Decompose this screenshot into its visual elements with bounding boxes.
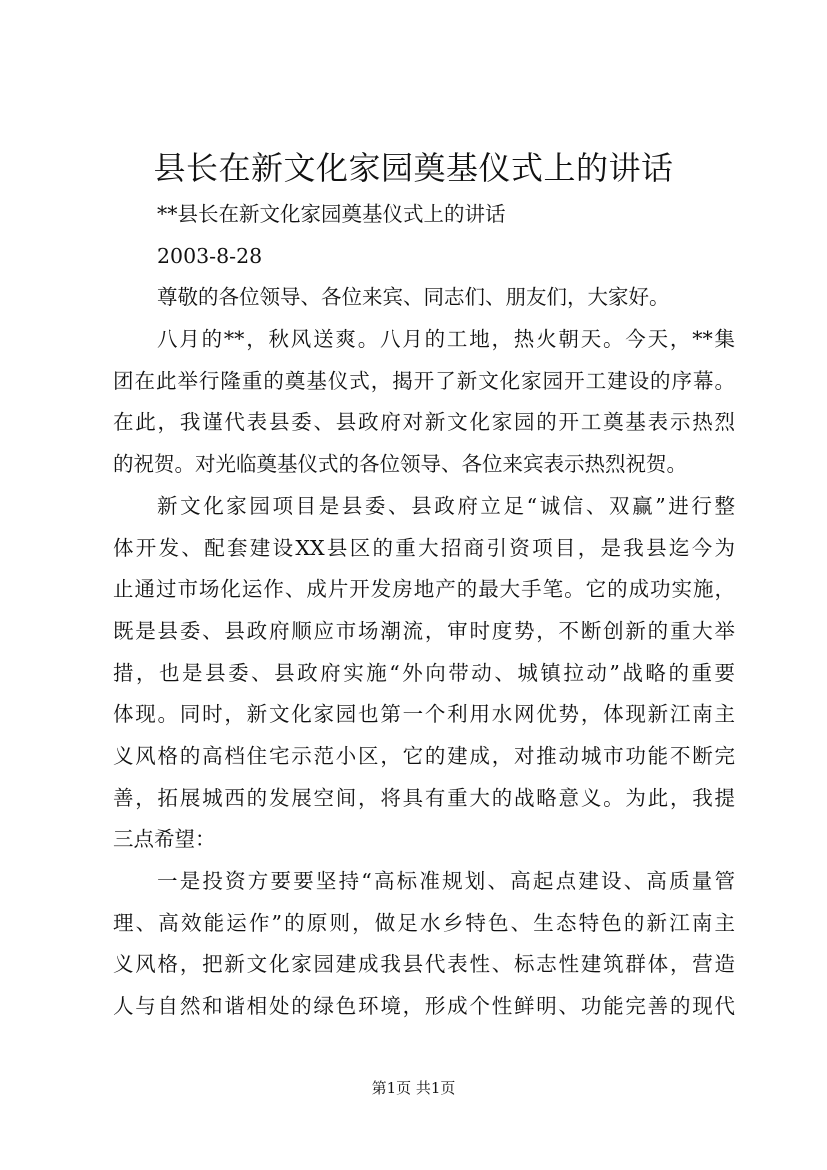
subtitle-line: **县长在新文化家园奠基仪式上的讲话 xyxy=(157,202,506,226)
page-number-footer: 第1页 共1页 xyxy=(371,1079,456,1097)
document-title: 县长在新文化家园奠基仪式上的讲话 xyxy=(153,149,674,187)
paragraph-line: 措，也是县委、县政府实施“外向带动、城镇拉动”战略的重要 xyxy=(113,660,735,685)
paragraph-line: 团在此举行隆重的奠基仪式，揭开了新文化家园开工建设的序幕。 xyxy=(113,368,735,393)
paragraph-line: 尊敬的各位领导、各位来宾、同志们、朋友们，大家好。 xyxy=(157,285,670,310)
paragraph-line: 人与自然和谐相处的绿色环境，形成个性鲜明、功能完善的现代 xyxy=(113,994,735,1019)
paragraph-line: 新文化家园项目是县委、县政府立足“诚信、双赢”进行整 xyxy=(157,493,735,518)
paragraph-line: 理、高效能运作”的原则，做足水乡特色、生态特色的新江南主 xyxy=(113,910,735,935)
paragraph-line: 既是县委、县政府顺应市场潮流，审时度势，不断创新的重大举 xyxy=(113,618,735,643)
paragraph-line: 止通过市场化运作、成片开发房地产的最大手笔。它的成功实施， xyxy=(113,577,735,602)
paragraph-line: 体现。同时，新文化家园也第一个利用水网优势，体现新江南主 xyxy=(113,702,735,727)
paragraph-line: 一是投资方要要坚持“高标准规划、高起点建设、高质量管 xyxy=(157,869,735,893)
paragraph-line: 善，拓展城西的发展空间，将具有重大的战略意义。为此，我提 xyxy=(113,785,735,810)
document-body xyxy=(113,194,735,1028)
paragraph-line: 义风格，把新文化家园建成我县代表性、标志性建筑群体，营造 xyxy=(113,952,735,977)
date-line: 2003-8-28 xyxy=(157,243,263,268)
paragraph-line: 八月的**，秋风送爽。八月的工地，热火朝天。今天，**集 xyxy=(157,327,735,352)
paragraph-line: 的祝贺。对光临奠基仪式的各位领导、各位来宾表示热烈祝贺。 xyxy=(113,452,687,477)
paragraph-line: 三点希望： xyxy=(113,827,216,852)
paragraph-line: 义风格的高档住宅示范小区，它的建成，对推动城市功能不断完 xyxy=(113,743,735,768)
paragraph-line: 在此，我谨代表县委、县政府对新文化家园的开工奠基表示热烈 xyxy=(113,410,735,435)
paragraph-line: 体开发、配套建设XX县区的重大招商引资项目，是我县迄今为 xyxy=(113,535,735,560)
